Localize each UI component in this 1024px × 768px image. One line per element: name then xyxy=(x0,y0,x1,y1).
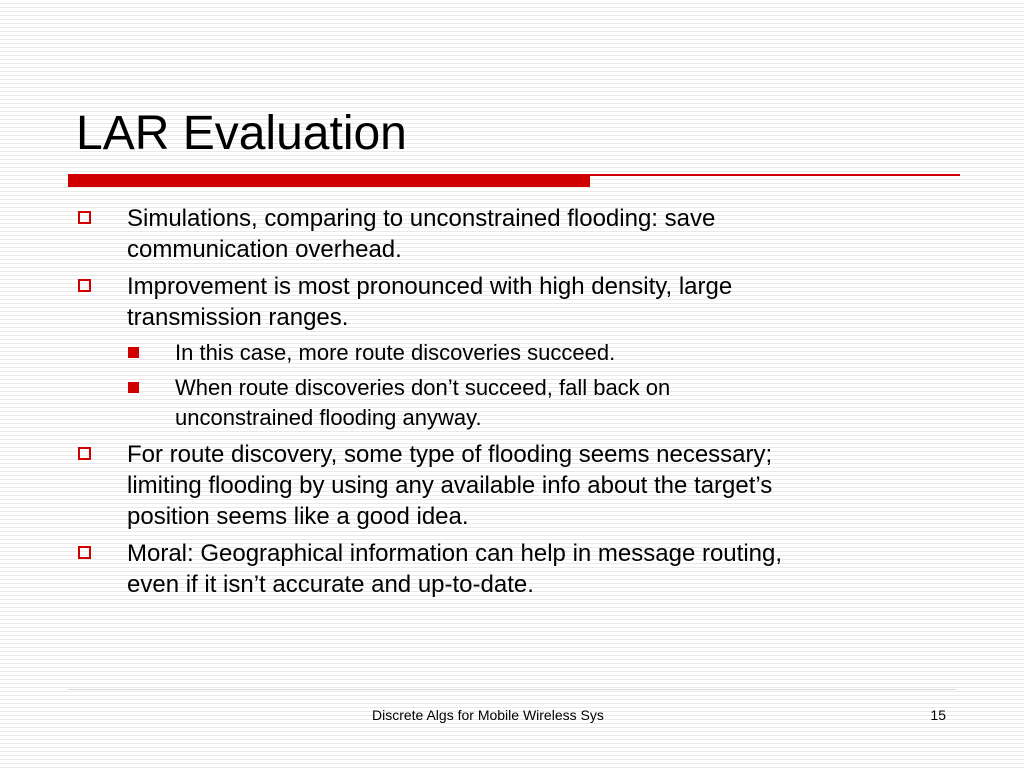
filled-square-bullet-icon xyxy=(128,347,139,358)
hollow-square-bullet-icon xyxy=(78,279,91,292)
hollow-square-bullet-icon xyxy=(78,447,91,460)
footer-text: Discrete Algs for Mobile Wireless Sys xyxy=(372,707,604,723)
title-underline-thin xyxy=(590,174,960,176)
bullet-item xyxy=(76,439,976,532)
bullet-text: For route discovery, some type of flooding seems necessary; limiting flooding by using any available info about the target’s position seems like a good idea. xyxy=(127,441,773,530)
slide-title: LAR Evaluation xyxy=(76,107,407,160)
footer-divider xyxy=(68,689,956,690)
bullet-text: Moral: Geographical information can help in message routing, even if it isn’t accurate and up-to-date. xyxy=(127,540,783,598)
bullet-text: Simulations, comparing to unconstrained flooding: save communication overhead. xyxy=(127,205,716,263)
bullet-item xyxy=(76,203,976,265)
hollow-square-bullet-icon xyxy=(78,211,91,224)
bullet-text: Improvement is most pronounced with high density, large transmission ranges. xyxy=(127,273,733,331)
sub-bullet-text: In this case, more route discoveries succeed. xyxy=(175,340,616,365)
sub-bullet-text: When route discoveries don’t succeed, fall back on unconstrained flooding anyway. xyxy=(175,375,671,430)
title-underline-thick xyxy=(68,174,590,187)
bullet-item xyxy=(76,271,976,433)
hollow-square-bullet-icon xyxy=(78,546,91,559)
sub-bullet-item xyxy=(127,338,976,368)
sub-bullet-list xyxy=(127,338,976,433)
sub-bullet-item xyxy=(127,373,976,433)
page-number: 15 xyxy=(930,707,946,723)
filled-square-bullet-icon xyxy=(128,382,139,393)
bullet-list xyxy=(76,203,976,606)
bullet-item xyxy=(76,538,976,600)
